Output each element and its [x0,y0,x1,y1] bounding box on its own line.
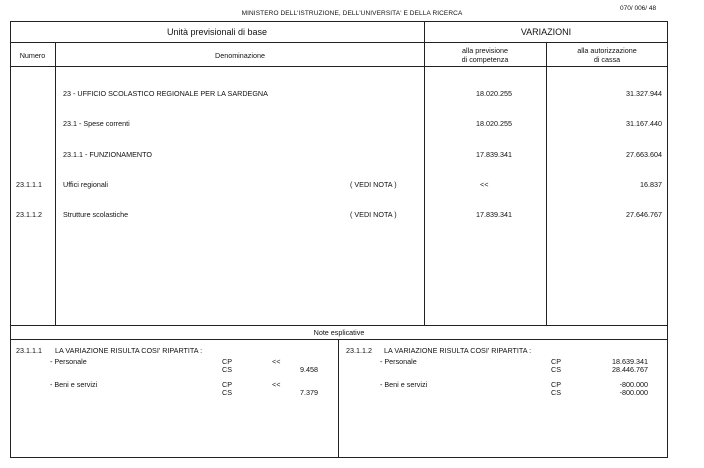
note-item-label: - Personale [50,357,87,366]
divider [10,66,668,67]
row-numero: 23.1.1.2 [16,210,42,219]
note-cp-label: CP [551,380,561,389]
previsione-header-line1: alla previsione [462,46,508,55]
note-cp-value: 18.639.341 [612,357,648,366]
note-cs-label: CS [222,388,232,397]
note-cs-value: 9.458 [300,365,318,374]
row-denominazione: Uffici regionali [63,180,109,189]
previsione-header-line2: di competenza [461,55,509,64]
ministry-title: MINISTERO DELL'ISTRUZIONE, DELL'UNIVERSITA' E DELLA RICERCA [241,10,463,17]
row-cassa: 31.167.440 [626,119,662,128]
row-denominazione: 23.1.1 - FUNZIONAMENTO [63,150,152,159]
note-cs-value: 7.379 [300,388,318,397]
document-frame [10,21,668,458]
row-cassa: 27.663.604 [626,150,662,159]
note-cs-value: -800.000 [619,388,648,397]
note-cp-value: -800.000 [619,380,648,389]
vedi-nota-link: ( VEDI NOTA ) [350,210,397,219]
vedi-nota-link: ( VEDI NOTA ) [350,180,397,189]
row-previsione: << [480,180,489,189]
divider [338,339,339,458]
note-item-label: - Beni e servizi [380,380,428,389]
notes-title: Note esplicative [313,328,365,337]
note-cs-label: CS [222,365,232,374]
note-code: 23.1.1.1 [16,346,42,355]
note-item-label: - Personale [380,357,417,366]
row-cassa: 27.646.767 [626,210,662,219]
row-previsione: 18.020.255 [476,89,512,98]
variazioni-header: VARIAZIONI [520,27,572,37]
divider [10,325,668,326]
row-cassa: 16.837 [640,180,662,189]
row-denominazione: 23 - UFFICIO SCOLASTICO REGIONALE PER LA SARDEGNA [63,89,268,98]
row-previsione: 17.839.341 [476,150,512,159]
autorizzazione-header-line2: di cassa [593,55,621,64]
note-cs-label: CS [551,365,561,374]
note-item-label: - Beni e servizi [50,380,98,389]
note-cp-value: << [272,357,281,366]
note-code: 23.1.1.2 [346,346,372,355]
note-heading: LA VARIAZIONE RISULTA COSI' RIPARTITA : [55,346,203,355]
row-denominazione: Strutture scolastiche [63,210,129,219]
row-numero: 23.1.1.1 [16,180,42,189]
row-denominazione: 23.1 - Spese correnti [63,119,130,128]
note-heading: LA VARIAZIONE RISULTA COSI' RIPARTITA : [384,346,532,355]
row-cassa: 31.327.944 [626,89,662,98]
denominazione-header: Denominazione [215,51,265,60]
note-cs-value: 28.446.767 [612,365,648,374]
divider [10,42,668,43]
divider [55,42,56,325]
numero-header: Numero [19,51,46,60]
divider [10,339,668,340]
autorizzazione-header [546,46,668,64]
note-cp-value: << [272,380,281,389]
divider [424,21,425,325]
row-previsione: 17.839.341 [476,210,512,219]
note-cs-label: CS [551,388,561,397]
row-previsione: 18.020.255 [476,119,512,128]
upb-header: Unità previsionali di base [166,27,268,37]
note-cp-label: CP [222,380,232,389]
note-cp-label: CP [222,357,232,366]
previsione-header [424,46,546,64]
note-cp-label: CP [551,357,561,366]
page-reference: 070/ 006/ 48 [620,5,657,12]
autorizzazione-header-line1: alla autorizzazione [577,46,637,55]
